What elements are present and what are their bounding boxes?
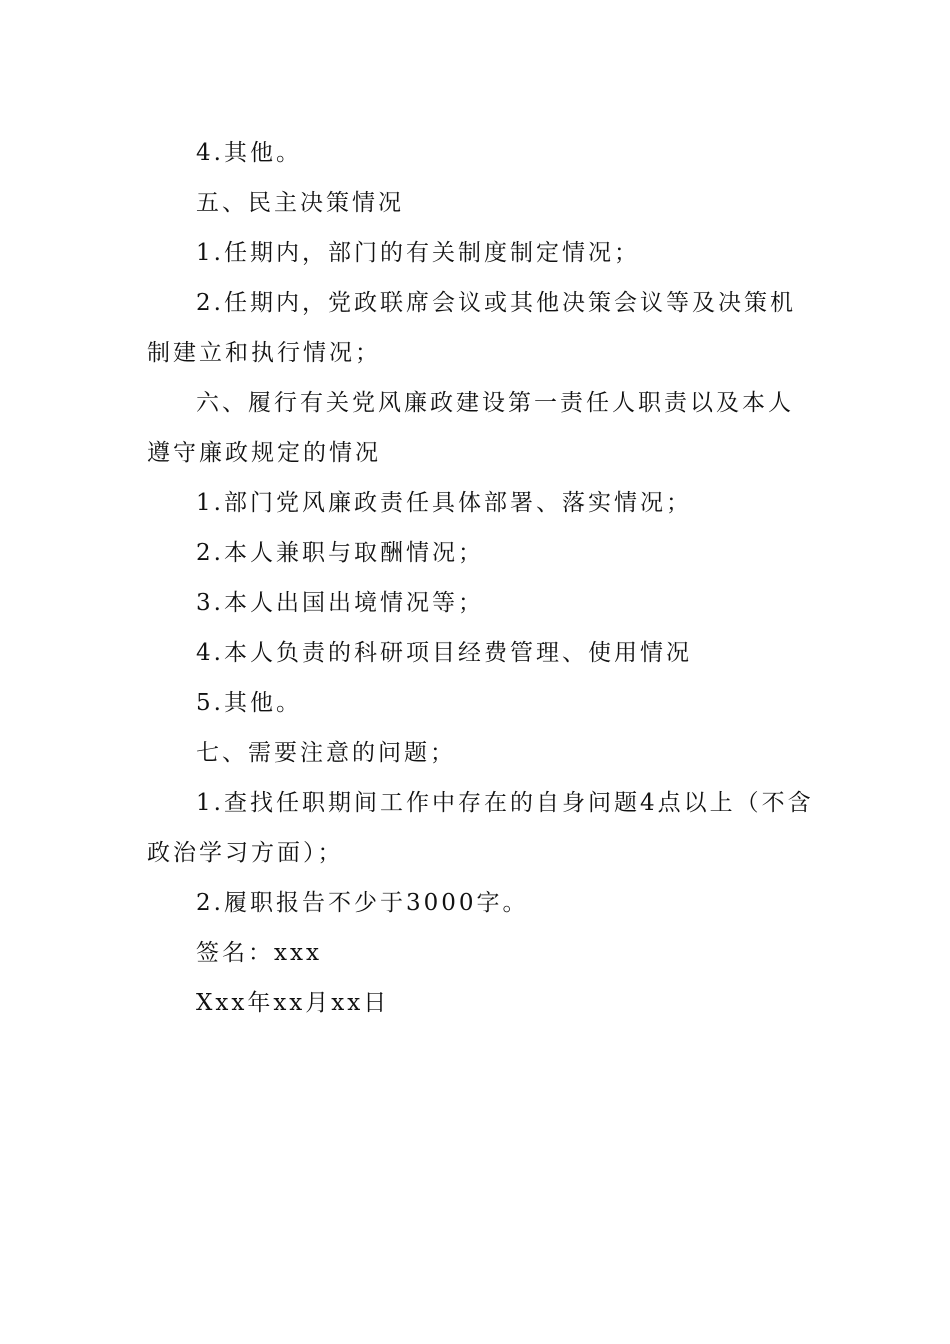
paragraph-line: 1.任期内，部门的有关制度制定情况； — [196, 240, 640, 266]
date-line: Xxx年xx月xx日 — [196, 990, 390, 1016]
paragraph-line: 5.其他。 — [196, 690, 302, 716]
paragraph-continuation: 政治学习方面）； — [147, 840, 344, 866]
paragraph-line: 4.其他。 — [196, 140, 302, 166]
paragraph-line: 4.本人负责的科研项目经费管理、使用情况 — [196, 640, 692, 666]
section-heading: 七、需要注意的问题； — [196, 740, 456, 766]
paragraph-line: 3.本人出国出境情况等； — [196, 590, 484, 616]
section-heading: 五、民主决策情况 — [196, 190, 404, 216]
paragraph-line: 2.履职报告不少于3000字。 — [196, 890, 529, 916]
paragraph-continuation: 制建立和执行情况； — [147, 340, 381, 366]
paragraph-line: 2.本人兼职与取酬情况； — [196, 540, 484, 566]
paragraph-line: 1.查找任职期间工作中存在的自身问题4点以上（不含 — [196, 790, 814, 816]
document-body — [147, 128, 814, 1028]
paragraph-line: 1.部门党风廉政责任具体部署、落实情况； — [196, 490, 692, 516]
signature-line: 签名：xxx — [196, 940, 322, 966]
section-heading-continuation: 遵守廉政规定的情况 — [147, 440, 381, 466]
paragraph-line: 2.任期内，党政联席会议或其他决策会议等及决策机 — [196, 290, 796, 316]
section-heading: 六、履行有关党风廉政建设第一责任人职责以及本人 — [196, 390, 794, 416]
